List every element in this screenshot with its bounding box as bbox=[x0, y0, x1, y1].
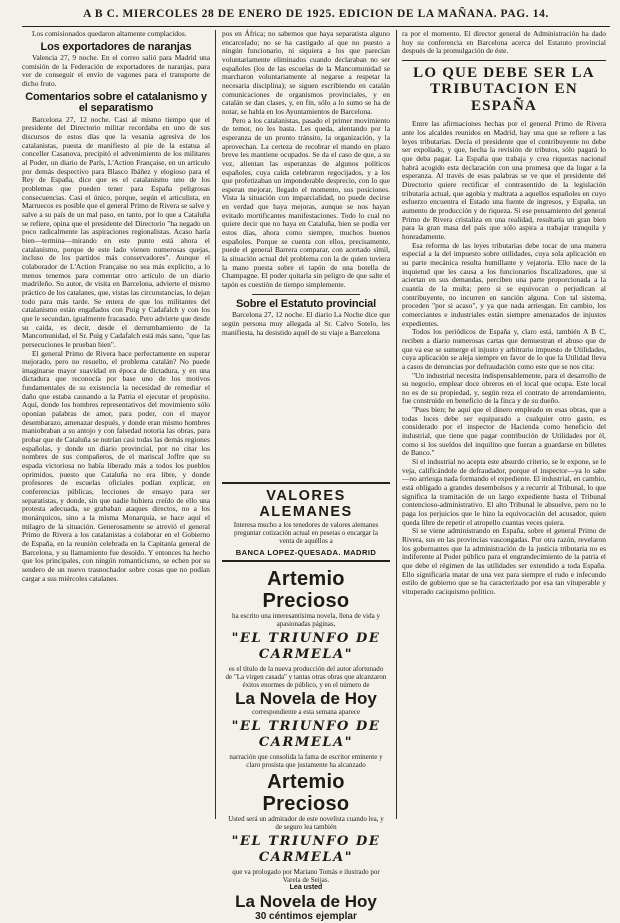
column-rule-2 bbox=[396, 30, 397, 819]
page-header: A B C. MIERCOLES 28 DE ENERO DE 1925. EDICION DE LA MAÑANA. PAG. 14. bbox=[22, 8, 610, 27]
ad-valores-text: Interesa mucho a los tenedores de valores alemanes preguntar cotización actual en pesetas o encargar la venta de aquéllos a bbox=[233, 521, 379, 545]
ad-novel-title-3: "EL TRIUNFO DE CARMELA" bbox=[231, 834, 381, 865]
ad-valores-alemanes bbox=[222, 482, 390, 562]
article-catalanismo-continued-2: Pero a los catalanistas, pasado el primer movimiento de temor, no les basta. Les queda, alentando por la esperanza de un pronto tránsito, la organización, y la aprovechan. La certeza de recobrar el mando en plazo breve les mantiene ocupados. Se da el caso de que, a su vez, alientan las esperanzas de algunos políticos españoles, cuya caída celebraron regocijados, y a los que profetizaban un imponderable desprecio, con lo que esperan mejorar, llegado el momento, sus posiciones. Vista la situación con imparcialidad, no puede decirse en verdad que haya mejoras, aunque se nos hayan evitado mortificantes manifestaciones. Todo lo cual no quiere decir que no haya en Cataluña, bien se podía ver estos días, ahora como siempre, muchos buenos españoles. Porque se cuenta con ellos, precisamente, puede el general Barrera comparar, con acertado símil, la situación actual del problema con la de quien tuviera la mano puesta sobre el tapón de una botella de Champagne. El poder quitarla sin peligro de que salte el tapón es cuestión de tiempo simplemente. bbox=[222, 115, 390, 290]
article-tributacion-text-5: "Pues bien; he aquí que el dinero empleado en esas obras, que a todas luces debe ser equiparado a cualquier otro gasto, es considerado por el inspector de Hacienda como beneficio del industrial, que tiene que pagar contribución de Utilidades por él, como si los sueldos del inquilino que fueran a guardarse en billetes de Banco." bbox=[402, 405, 606, 458]
ad-text-3: correspondiente a esta semana aparece bbox=[251, 708, 361, 716]
ad-artemio-precioso-2 bbox=[222, 771, 390, 923]
article-exportadores-text: Valencia 27, 9 noche. En el correo salió para Madrid una comisión de la Federación de exportadores de naranjas, para ver de conseguir el envío de vagones para el transporte de dicho fruto. bbox=[22, 53, 210, 89]
headline-tributacion: LO QUE DEBE SER LA TRIBUTACION EN ESPAÑA bbox=[413, 64, 595, 114]
column-rule-1 bbox=[215, 30, 216, 819]
section-divider-2 bbox=[402, 60, 606, 61]
ad-text-6: que va prologado por Mariano Tomás e ilustrado por Varela de Seijas. bbox=[232, 868, 380, 884]
ad-artemio-precioso-1 bbox=[222, 568, 390, 769]
ad-text-5: Usted será un admirador de este novelista cuando lea, y de seguro lea también bbox=[228, 815, 384, 831]
ad-author-name: Artemio Precioso bbox=[262, 568, 350, 612]
ad-lea-usted: Lea usted bbox=[289, 884, 323, 891]
article-estatuto-text: Barcelona 27, 12 noche. El diario La Noche dice que según persona muy allegada al Sr. Calvo Sotelo, les manifiesta, ha desistido aquél de su viaje a Barcelona bbox=[222, 310, 390, 337]
headline-estatuto: Sobre el Estatuto provincial bbox=[236, 297, 376, 310]
section-divider bbox=[252, 294, 360, 295]
article-tributacion-text-3: Todos los periódicos de España y, claro está, también A B C, reciben a diario numerosas cartas que demuestran el abuso que de que va ese se sumerge el injusto y arbitrario impuesto de Utilidades, cuya aplicación se aleja siempre en favor de lo que la Utilidad lleva a casos de denuncias por defraudación como este que se nos cita: bbox=[402, 327, 606, 371]
article-catalanismo-continued-1: pos en África; no sabemos que haya separatista alguno encarcelado; no se ha castigado al que no puesto a ningún funcionario, ni siquiera a los que parecían voluntariamente eliminados cuando declaraban no ser españoles (los de las escuelas de la Mancomunidad se marcharon voluntariamente al negarse a respetar la necesaria disciplina); se siguen escribiendo en catalán comunicaciones de organismos provinciales, y en catalán se dan clases, y, en fin, sólo a lo sumo se ha de notar, se habla en los Ayuntamientos de Barcelona. bbox=[222, 29, 390, 116]
ad-text-4: narración que consolida la fama de escritor eminente y claro prosista que justamente ha alcanzado bbox=[229, 753, 383, 769]
article-catalanismo-text-2: El general Primo de Rivera hace perfectamente en superar mejorado, pero no resuelto, el problema catalán? No puede imaginarse mayor suavidad en época de dictadura, y en una dictadura que reconocía por base uno de los motivos fundamentales de su existencia la necesidad de remediar el daño que estaba causando a la Patria el ejecutar el propósito. Aquí, donde los hombres representativos del movimiento sólo oponían palabras de amor, para poder, con el mayor desembarazo, amenazar después, y donde eran mismo hombres maniobraban a su antojo y con falsedad notoria las obras, para probar que de Cataluña se nutrían casi todas las demás regiones españolas, y donde un diario provincial, por no citar los nombres de sus compañeros, de el mariscal Joffre que su espada victoriosa no había liberado más a todos los pueblos oprimidos, puesto que Cataluña no era libre, y donde profesores de escuelas oficiales podían explicar, en conferencias públicas, lecciones de ensayo para ser separatistas, y donde, sin que nadie hubiera creído de ello una protesta adecuada, se grababan ataques directos, no a los monárquicos, sino a la misma Monarquía, se hace aquí el milagro de la situación. Generosamente se atrevió el general Primo de Rivera a los catalanistas a colaborar en el Gobierno de España, en la reunión celebrada en la Capitanía general de Barcelona, y su llamamiento fue desoído. Y entonces ha hecho que los principales, con ningún romanticismo, se echen por su sendero de un nuevo trasnochador sobre cosas que no podían cargar a sus miércoles catalanes. bbox=[22, 348, 210, 583]
advertisements bbox=[222, 482, 390, 922]
column-3 bbox=[402, 30, 606, 821]
ad-novel-title-2: "EL TRIUNFO DE CARMELA" bbox=[231, 719, 381, 750]
ad-valores-title: VALORES ALEMANES bbox=[259, 488, 353, 520]
ad-author-name-2: Artemio Precioso bbox=[262, 771, 350, 815]
article-tributacion-text-1: Entre las afirmaciones hechas por el general Primo de Rivera ante los alcaldes reunidos en Madrid, hay una que se refiere a las leyes tributarias. Decía el presidente que el contribuyente no debe ser expoliado, y que, hecha la revisión de tributos, sólo pagará lo que deba pagar. La España que trabaja y crea riquezas nacional habrá acogido esta declaración con una promesa que da lugar a la esperanza. Al través de esas palabras se ve que el presidente del Directorio quiere rectificar el contrasentido de la legislación tributaria actual, que agobia y maltrata a aquellos españoles en cuyo esfuerzo encuentra el Estado una fuente de ingresos, y España, un aumento de producción y de riqueza. Si ese pensamiento del general Primo de Rivera cristaliza en una realidad, resultaría un gran bien para la gran masa del país que sólo aspira a trabajar tranquila y honradamente. bbox=[402, 119, 606, 241]
article-catalanismo-text-1: Barcelona 27, 12 noche. Casi al mismo tiempo que el presidente del Directorio militar recordaba en uno de sus discursos de estos días que la vesania agresiva de los catalanistas, puesta de manifiesto al pie de la estatua al conceller Casanova, precipitó el advenimiento de los militares al Poder, un diario de París, L'Action Française, en un artículo por demás despectivo para Blasco Ibáñez y elogioso para el Rey de España, dice que es el catalanismo uno de los problemas que pueden tener para España peligrosas consecuencias. Casi el único, porque, según el articulista, en Marruecos es posible que el general Primo de Rivera se salve y salve a su país de un mal paso, en tanto, por lo que a Cataluña se refiere, opina que el presidente del Directorio "ha negado un poco radicalmente las aspiraciones regionalistas. Acaso haría bien—termina—mirando en este punto está ahora el catalanismo, porque de este lado vienen numerosas quejas, incluso de los partidos más conservadores". Aunque el colaborador de L'Action Française no sea más explícito, a lo menos tenemos para comentar otro artículo de un diario madrileño. Su autor, de visita en Barcelona, advierte el mismo práctico de los catalanes, que, vistas las circunstancias, lo dejan todo para más tarde. Se entera de que los militantes del catalanismo están engañados con Puig y Cadafalch y con los que le secundan, igualmente fracasado. Pero advierte que desde su caída, es decir, desde el derrumbamiento de la Mancomunidad, el Sr. Puig y Cadafalch está más sano, "que las persecuciones le prueban bien". bbox=[22, 114, 210, 349]
column-2 bbox=[222, 30, 390, 479]
ad-magazine-title: La Novela de Hoy bbox=[235, 689, 377, 708]
ad-text-2: es el título de la nueva producción del autor afortunado de "La virgen casada" y tantas otras obras que alcanzaron éxitos enormes de público, y en el número de bbox=[225, 665, 387, 689]
ad-novel-title: "EL TRIUNFO DE CARMELA" bbox=[231, 631, 381, 662]
ad-valores-bank: BANCA LOPEZ-QUESADA. MADRID bbox=[235, 548, 377, 557]
article-tributacion-text-7: Si se viene administrando en España, sobre el general Primo de Rivera, sus en las provincias vascongadas. Por otra razón, revelaron los gobernantes que la administración de la justicia tributaria no es indiferente al Poder público para el engrandecimiento de la patria el que debe el régimen de las utilidades ser extendido a toda España. Ello significaría matar de una vez para siempre el rudo e infecundo estilo de gobierno que se ha caracterizado por esa tan vituperable y vituperado caciquismo político. bbox=[402, 526, 606, 596]
ad-text: ha escrito una interesantísima novela, llena de vida y apasionadas páginas, bbox=[232, 612, 380, 628]
ad-magazine-title-2: La Novela de Hoy bbox=[235, 892, 377, 911]
article-tributacion-text-2: Esa reforma de las leyes tributarias debe tocar de una manera especial a la del impuesto sobre utilidades, cuya sola aplicación en su parte mecánica resulta humillante y vejatoria. Ello nace de la inquietud que les causa a los funcionarios fiscalizadores, que si aciertan en sus demandas, perciben una parte proporcionada a la cuantía de la multa; pero si se equivocan o perjudican al contribuyente, no incurren en sanción alguna. Con tal sistema, proceden "por si acaso", y ya que nada arriesgan. En cambio, los comerciantes e industriales están siempre amenazados de injustos expedientes. bbox=[402, 240, 606, 328]
article-tributacion-text-4: "Un industrial necesita indispensablemente, para el desarrollo de su negocio, emplear doce obreros en el local que ocupa. Este local no es de su propiedad, y, según reza el contrato de arrendamiento, fue construido en beneficio de la finca y de su dueño. bbox=[402, 370, 606, 406]
article-tributacion-text-6: Si el industrial no acepta este absurdo criterio, se le expone, se le veja, calificándole de defraudador, porque el inspector—ya lo sabe—no arriesga nada formando el expediente. El industrial, en cambio, está obligado a grandes desembolsos y a recurrir al Tribunal, lo que significa la tramitación de un largo expediente hasta el Tribunal contencioso-administrativo. El alto Tribunal le absuelve, pero no le paga los perjuicios que le hizo la equivocación del acusador, quien queda libre de repetir el atropello cuantas veces quiera. bbox=[402, 457, 606, 527]
article-closing-text: Los comisionados quedaron altamente complacidos. bbox=[32, 29, 187, 38]
column-1 bbox=[22, 30, 210, 821]
headline-catalanismo: Comentarios sobre el catalanismo y el separatismo bbox=[25, 90, 207, 115]
ad-price: 30 céntimos ejemplar bbox=[255, 911, 357, 922]
article-estatuto-continued: ra por el momento. El director general de Administración ha dado hoy su conferencia en Barcelona acerca del Estatuto provincial después de la promulgación de éste. bbox=[402, 29, 606, 56]
headline-exportadores: Los exportadores de naranjas bbox=[40, 40, 192, 53]
